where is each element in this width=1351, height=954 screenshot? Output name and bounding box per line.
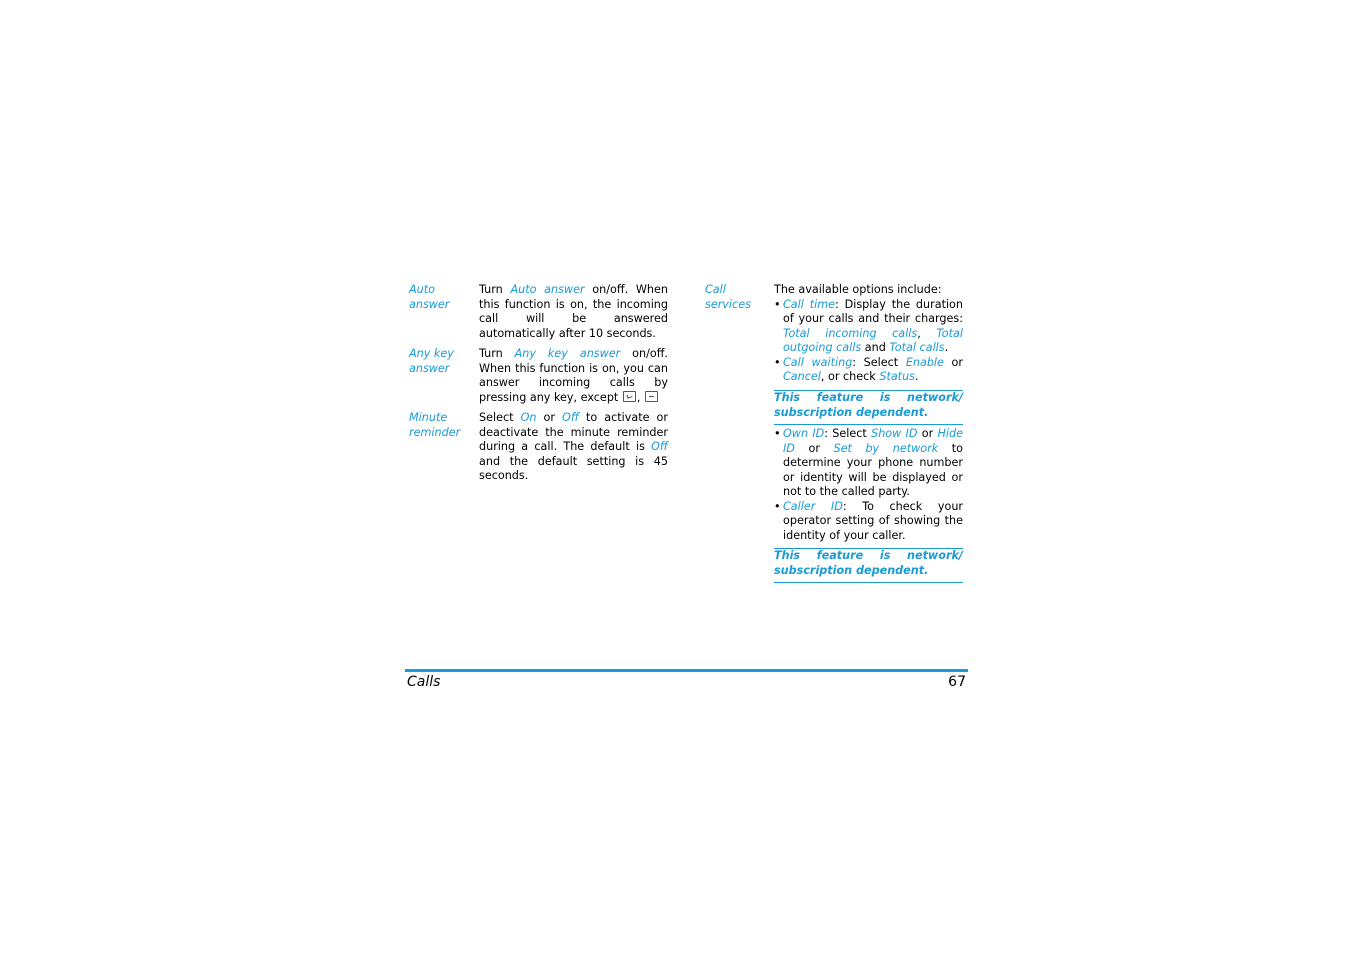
option-text: , or check [820,370,880,383]
options-list-2 [774,427,963,543]
call-services-content [774,283,963,385]
desc-any-key-answer [479,347,668,405]
separator: , [636,390,641,404]
desc-text: Turn [479,347,515,360]
option-text: : Select [852,355,906,369]
desc-text: on/off. When this function is on, the incoming call will be answered automatically after 10 seconds. [479,283,668,340]
option-text: or [794,441,834,455]
desc-highlight: Off [651,440,668,453]
desc-text: Turn [479,283,511,296]
desc-highlight: Any key answer [514,347,621,360]
desc-text: or [536,411,563,424]
option-value: Total incoming calls [783,326,918,340]
option-text: , [917,326,937,340]
option-text: . [944,341,949,354]
desc-text: on/off. When this function is on, you can answer incoming calls by pressing any key, except [479,347,668,404]
option-value: Status [879,370,915,383]
options-list-1 [774,298,963,385]
list-item [774,500,963,544]
option-name: Call waiting [783,355,853,369]
option-text: : Display the duration of your calls and their charges: [783,297,963,325]
term-auto-answer: Auto answer [409,283,450,311]
option-name: Own ID [783,427,825,440]
option-value: Total calls [889,341,945,354]
network-note-2: This feature is network/ subscription dependent. [774,548,963,583]
option-value: Set by network [833,441,939,455]
option-value: Show ID [871,427,918,440]
call-services-content-2 [774,427,963,543]
end-key-icon [645,391,658,402]
desc-highlight: On [520,411,537,424]
list-item [774,298,963,356]
option-text: and [861,341,890,354]
footer-rule [405,669,968,672]
list-item [774,356,963,385]
page-number: 67 [948,674,966,690]
option-value: Hide ID [783,427,963,455]
call-key-icon [623,391,636,402]
option-text: or [943,355,963,369]
desc-auto-answer [479,283,668,341]
option-name: Call time [783,297,836,311]
term-call-services: Call services [705,283,751,311]
option-text: . [915,370,919,383]
option-text: : To check your operator setting of showing the identity of your caller. [783,499,964,542]
option-text: : Select [824,427,872,440]
desc-text: Select [479,411,521,424]
desc-highlight: Off [562,411,579,424]
desc-text: to activate or deactivate the minute reminder during a call. The default is [479,411,668,453]
footer-section-title: Calls [407,674,441,690]
network-note-1: This feature is network/ subscription dependent. [774,390,963,425]
option-text: or [917,427,938,440]
option-name: Caller ID [783,499,843,513]
term-minute-reminder: Minute reminder [409,411,461,439]
desc-minute-reminder [479,411,668,484]
desc-text: and the default setting is 45 seconds. [479,454,668,482]
list-item [774,427,963,500]
option-value: Enable [905,355,944,369]
desc-highlight: Auto answer [510,283,585,296]
option-value: Total outgoing calls [783,326,963,354]
option-value: Cancel [783,370,821,383]
option-text: to determine your phone number or identity will be displayed or not to the called party. [783,441,963,498]
intro-text: The available options include: [774,283,942,296]
term-any-key-answer: Any key answer [409,347,454,375]
